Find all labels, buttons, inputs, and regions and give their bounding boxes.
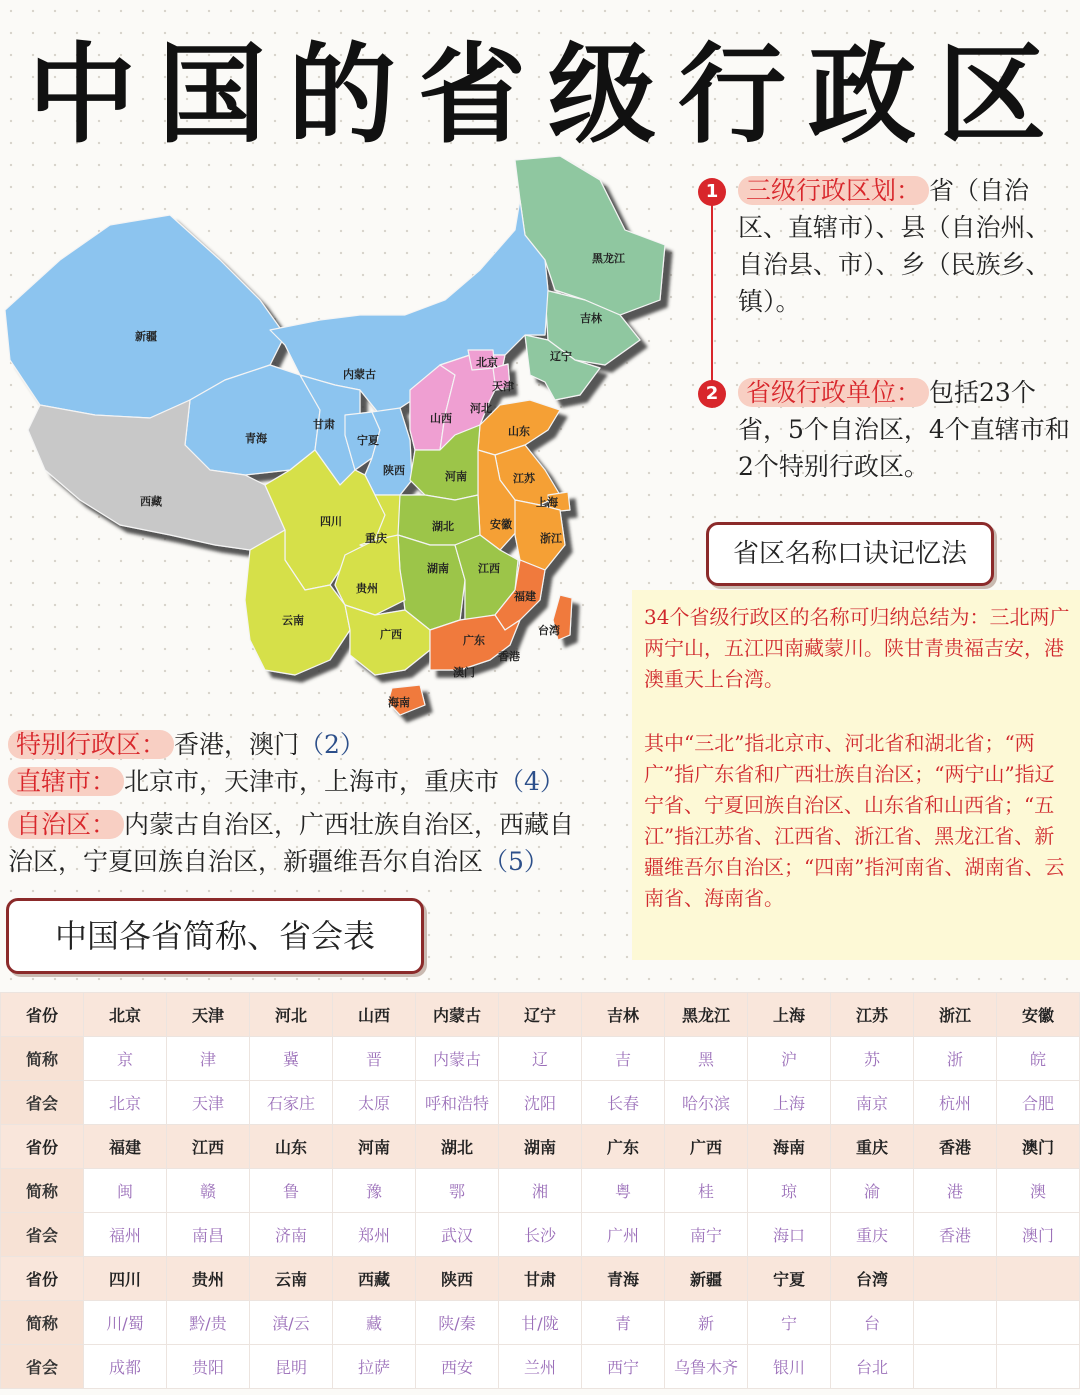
table-cell-capital: 长沙 bbox=[499, 1213, 582, 1257]
mnemonic-para-1: 34个省级行政区的名称可归纳总结为：三北两广两宁山，五江四南藏蒙川。陕甘青贵福吉安，港澳重天上台湾。 bbox=[644, 605, 1070, 691]
table-cell-province: 辽宁 bbox=[499, 993, 582, 1037]
table-cell-capital: 昆明 bbox=[250, 1345, 333, 1389]
note-item-2 bbox=[738, 374, 1073, 485]
row-header-capital: 省会 bbox=[1, 1345, 84, 1389]
number-badge-2: 2 bbox=[698, 380, 726, 408]
table-cell-province bbox=[997, 1257, 1080, 1301]
table-cell-capital: 郑州 bbox=[333, 1213, 416, 1257]
row-header-abbr: 简称 bbox=[1, 1301, 84, 1345]
label-guangdong: 广东 bbox=[463, 634, 485, 647]
label-hebei: 河北 bbox=[470, 402, 492, 415]
table-cell-abbr: 甘/陇 bbox=[499, 1301, 582, 1345]
note-item-1 bbox=[738, 172, 1073, 320]
table-cell-province: 山西 bbox=[333, 993, 416, 1037]
table-row bbox=[1, 1037, 1080, 1081]
table-cell-abbr: 冀 bbox=[250, 1037, 333, 1081]
label-xizang: 西藏 bbox=[140, 495, 162, 508]
table-cell-capital: 天津 bbox=[167, 1081, 250, 1125]
table-cell-province: 江西 bbox=[167, 1125, 250, 1169]
note-text-2: 包括23个省，5个自治区，4个直辖市和2个特别行政区。 bbox=[738, 378, 1070, 481]
label-tianjin: 天津 bbox=[492, 380, 514, 393]
row-header-abbr: 简称 bbox=[1, 1037, 84, 1081]
row-header-province: 省份 bbox=[1, 1257, 84, 1301]
table-cell-province: 湖北 bbox=[416, 1125, 499, 1169]
table-cell-abbr: 藏 bbox=[333, 1301, 416, 1345]
label-ningxia: 宁夏 bbox=[357, 434, 379, 447]
table-cell-abbr: 浙 bbox=[914, 1037, 997, 1081]
table-cell-province: 宁夏 bbox=[748, 1257, 831, 1301]
category-autonomous-items-1: 内蒙古自治区，广西壮族自治区，西藏自 bbox=[124, 810, 575, 839]
note-label-1: 三级行政区划： bbox=[738, 176, 929, 205]
table-cell-abbr: 青 bbox=[582, 1301, 665, 1345]
label-hubei: 湖北 bbox=[432, 520, 454, 533]
table-cell-province: 内蒙古 bbox=[416, 993, 499, 1037]
table-cell-province: 台湾 bbox=[831, 1257, 914, 1301]
table-row bbox=[1, 1257, 1080, 1301]
label-neimenggu: 内蒙古 bbox=[343, 368, 376, 381]
table-row bbox=[1, 1213, 1080, 1257]
table-cell-capital: 澳门 bbox=[997, 1213, 1080, 1257]
table-cell-abbr: 粤 bbox=[582, 1169, 665, 1213]
category-autonomous bbox=[8, 806, 574, 844]
table-cell-capital: 武汉 bbox=[416, 1213, 499, 1257]
table-cell-province: 云南 bbox=[250, 1257, 333, 1301]
table-cell-abbr: 黑 bbox=[665, 1037, 748, 1081]
table-cell-abbr bbox=[997, 1301, 1080, 1345]
label-guangxi: 广西 bbox=[380, 628, 402, 641]
label-qinghai: 青海 bbox=[245, 432, 267, 445]
table-cell-abbr: 京 bbox=[84, 1037, 167, 1081]
label-gansu: 甘肃 bbox=[313, 418, 335, 431]
table-cell-abbr: 皖 bbox=[997, 1037, 1080, 1081]
number-badge-1: 1 bbox=[698, 178, 726, 206]
table-cell-capital: 呼和浩特 bbox=[416, 1081, 499, 1125]
label-jiangsu: 江苏 bbox=[513, 472, 535, 485]
timeline-line bbox=[711, 205, 713, 385]
table-cell-province: 河南 bbox=[333, 1125, 416, 1169]
table-cell-capital: 杭州 bbox=[914, 1081, 997, 1125]
category-municipality-count: （4） bbox=[499, 767, 565, 796]
category-municipality-items: 北京市，天津市，上海市，重庆市 bbox=[124, 767, 500, 796]
label-shanxi: 山西 bbox=[430, 412, 452, 425]
table-cell-capital: 成都 bbox=[84, 1345, 167, 1389]
row-header-capital: 省会 bbox=[1, 1081, 84, 1125]
note-label-2: 省级行政单位： bbox=[738, 378, 929, 407]
label-xinjiang: 新疆 bbox=[135, 330, 157, 343]
label-xianggang: 香港 bbox=[498, 650, 520, 663]
label-guizhou: 贵州 bbox=[356, 582, 378, 595]
label-jiangxi: 江西 bbox=[478, 562, 500, 575]
table-cell-capital: 北京 bbox=[84, 1081, 167, 1125]
table-cell-capital: 兰州 bbox=[499, 1345, 582, 1389]
table-cell-province: 湖南 bbox=[499, 1125, 582, 1169]
category-sar-count: （2） bbox=[299, 730, 365, 759]
label-heilongjiang: 黑龙江 bbox=[592, 252, 625, 265]
label-liaoning: 辽宁 bbox=[550, 350, 572, 363]
label-yunnan: 云南 bbox=[282, 614, 304, 627]
table-cell-abbr: 港 bbox=[914, 1169, 997, 1213]
table-cell-capital: 沈阳 bbox=[499, 1081, 582, 1125]
table-cell-capital: 香港 bbox=[914, 1213, 997, 1257]
table-cell-abbr: 桂 bbox=[665, 1169, 748, 1213]
table-cell-abbr: 川/蜀 bbox=[84, 1301, 167, 1345]
table-cell-capital: 拉萨 bbox=[333, 1345, 416, 1389]
table-cell-capital: 乌鲁木齐 bbox=[665, 1345, 748, 1389]
table-cell-province: 重庆 bbox=[831, 1125, 914, 1169]
table-row bbox=[1, 993, 1080, 1037]
table-cell-province: 北京 bbox=[84, 993, 167, 1037]
label-anhui: 安徽 bbox=[490, 518, 512, 531]
table-cell-capital: 南京 bbox=[831, 1081, 914, 1125]
mnemonic-box bbox=[632, 590, 1080, 960]
table-cell-abbr: 澳 bbox=[997, 1169, 1080, 1213]
table-cell-province: 山东 bbox=[250, 1125, 333, 1169]
table-cell-abbr: 闽 bbox=[84, 1169, 167, 1213]
table-cell-abbr: 赣 bbox=[167, 1169, 250, 1213]
row-header-province: 省份 bbox=[1, 993, 84, 1037]
table-cell-abbr: 渝 bbox=[831, 1169, 914, 1213]
category-municipality-label: 直辖市： bbox=[8, 767, 124, 796]
table-cell-capital: 重庆 bbox=[831, 1213, 914, 1257]
table-cell-capital bbox=[997, 1345, 1080, 1389]
table-cell-abbr: 台 bbox=[831, 1301, 914, 1345]
table-cell-province: 甘肃 bbox=[499, 1257, 582, 1301]
table-title: 中国各省简称、省会表 bbox=[6, 898, 424, 974]
label-shanghai: 上海 bbox=[536, 496, 558, 509]
china-province-map bbox=[0, 150, 680, 740]
mnemonic-para-2: 其中“三北”指北京市、河北省和湖北省；“两广”指广东省和广西壮族自治区；“两宁山”指辽宁省、宁夏回族自治区、山东省和山西省；“五江”指江苏省、江西省、浙江省、黑龙江省、新疆维吾尔自治区；“四南”指河南省、湖南省、云南省、海南省。 bbox=[644, 731, 1065, 910]
table-cell-abbr: 吉 bbox=[582, 1037, 665, 1081]
table-cell-province: 香港 bbox=[914, 1125, 997, 1169]
table-cell-province: 陕西 bbox=[416, 1257, 499, 1301]
category-autonomous-items-2: 治区，宁夏回族自治区，新疆维吾尔自治区 bbox=[8, 847, 484, 876]
table-cell-province: 江苏 bbox=[831, 993, 914, 1037]
table-cell-province: 上海 bbox=[748, 993, 831, 1037]
table-cell-province: 河北 bbox=[250, 993, 333, 1037]
table-cell-province: 青海 bbox=[582, 1257, 665, 1301]
table-cell-abbr: 晋 bbox=[333, 1037, 416, 1081]
table-row bbox=[1, 1081, 1080, 1125]
table-cell-capital: 长春 bbox=[582, 1081, 665, 1125]
label-zhejiang: 浙江 bbox=[540, 532, 562, 545]
table-cell-capital: 太原 bbox=[333, 1081, 416, 1125]
table-cell-capital: 银川 bbox=[748, 1345, 831, 1389]
row-header-province: 省份 bbox=[1, 1125, 84, 1169]
table-cell-abbr: 苏 bbox=[831, 1037, 914, 1081]
table-cell-abbr: 豫 bbox=[333, 1169, 416, 1213]
table-cell-abbr: 黔/贵 bbox=[167, 1301, 250, 1345]
label-shaanxi: 陕西 bbox=[383, 464, 405, 477]
label-beijing: 北京 bbox=[476, 356, 498, 369]
table-cell-abbr bbox=[914, 1301, 997, 1345]
category-autonomous-count: （5） bbox=[483, 847, 549, 876]
label-sichuan: 四川 bbox=[320, 515, 342, 528]
table-cell-province: 福建 bbox=[84, 1125, 167, 1169]
table-cell-abbr: 滇/云 bbox=[250, 1301, 333, 1345]
row-header-capital: 省会 bbox=[1, 1213, 84, 1257]
category-sar-items: 香港，澳门 bbox=[174, 730, 300, 759]
category-autonomous-line2 bbox=[8, 843, 549, 881]
table-cell-abbr: 辽 bbox=[499, 1037, 582, 1081]
table-cell-province: 海南 bbox=[748, 1125, 831, 1169]
table-cell-capital: 台北 bbox=[831, 1345, 914, 1389]
table-cell-abbr: 津 bbox=[167, 1037, 250, 1081]
table-cell-abbr: 新 bbox=[665, 1301, 748, 1345]
table-cell-abbr: 鲁 bbox=[250, 1169, 333, 1213]
table-row bbox=[1, 1345, 1080, 1389]
table-row bbox=[1, 1169, 1080, 1213]
category-sar-label: 特别行政区： bbox=[8, 730, 174, 759]
label-shandong: 山东 bbox=[508, 425, 530, 438]
table-cell-capital: 西安 bbox=[416, 1345, 499, 1389]
category-sar bbox=[8, 726, 365, 764]
label-hainan: 海南 bbox=[388, 696, 410, 709]
table-cell-abbr: 湘 bbox=[499, 1169, 582, 1213]
table-cell-capital: 南昌 bbox=[167, 1213, 250, 1257]
label-aomen: 澳门 bbox=[453, 666, 475, 679]
table-row bbox=[1, 1301, 1080, 1345]
table-cell-capital: 南宁 bbox=[665, 1213, 748, 1257]
table-cell-abbr: 沪 bbox=[748, 1037, 831, 1081]
page-title: 中国的省级行政区 bbox=[28, 32, 1069, 158]
table-cell-capital: 福州 bbox=[84, 1213, 167, 1257]
table-cell-abbr: 宁 bbox=[748, 1301, 831, 1345]
mnemonic-title: 省区名称口诀记忆法 bbox=[706, 522, 994, 586]
table-cell-province: 吉林 bbox=[582, 993, 665, 1037]
table-row bbox=[1, 1125, 1080, 1169]
table-cell-capital: 广州 bbox=[582, 1213, 665, 1257]
table-cell-province: 广东 bbox=[582, 1125, 665, 1169]
table-cell-province: 广西 bbox=[665, 1125, 748, 1169]
label-hunan: 湖南 bbox=[427, 562, 449, 575]
province-abbreviation-table bbox=[0, 992, 1080, 1389]
label-jilin: 吉林 bbox=[580, 312, 602, 325]
label-henan: 河南 bbox=[445, 470, 467, 483]
category-municipality bbox=[8, 763, 565, 801]
table-cell-capital: 石家庄 bbox=[250, 1081, 333, 1125]
table-cell-province: 四川 bbox=[84, 1257, 167, 1301]
note-text-1: 省（自治区、直辖市）、县（自治州、自治县、市）、乡（民族乡、镇）。 bbox=[738, 176, 1051, 316]
table-cell-abbr: 内蒙古 bbox=[416, 1037, 499, 1081]
table-cell-province: 新疆 bbox=[665, 1257, 748, 1301]
table-cell-abbr: 鄂 bbox=[416, 1169, 499, 1213]
table-cell-province: 西藏 bbox=[333, 1257, 416, 1301]
table-cell-capital: 贵阳 bbox=[167, 1345, 250, 1389]
table-cell-capital: 济南 bbox=[250, 1213, 333, 1257]
table-cell-capital: 海口 bbox=[748, 1213, 831, 1257]
table-cell-capital: 合肥 bbox=[997, 1081, 1080, 1125]
table-cell-province: 黑龙江 bbox=[665, 993, 748, 1037]
table-cell-abbr: 琼 bbox=[748, 1169, 831, 1213]
table-cell-province bbox=[914, 1257, 997, 1301]
table-cell-capital: 哈尔滨 bbox=[665, 1081, 748, 1125]
table-cell-province: 天津 bbox=[167, 993, 250, 1037]
table-cell-province: 安徽 bbox=[997, 993, 1080, 1037]
label-chongqing: 重庆 bbox=[365, 532, 387, 545]
label-fujian: 福建 bbox=[514, 590, 536, 603]
category-autonomous-label: 自治区： bbox=[8, 810, 124, 839]
table-cell-province: 浙江 bbox=[914, 993, 997, 1037]
table-cell-capital: 西宁 bbox=[582, 1345, 665, 1389]
row-header-abbr: 简称 bbox=[1, 1169, 84, 1213]
table-cell-province: 贵州 bbox=[167, 1257, 250, 1301]
table-cell-abbr: 陕/秦 bbox=[416, 1301, 499, 1345]
table-cell-capital bbox=[914, 1345, 997, 1389]
table-cell-province: 澳门 bbox=[997, 1125, 1080, 1169]
label-taiwan: 台湾 bbox=[538, 624, 560, 637]
table-cell-capital: 上海 bbox=[748, 1081, 831, 1125]
